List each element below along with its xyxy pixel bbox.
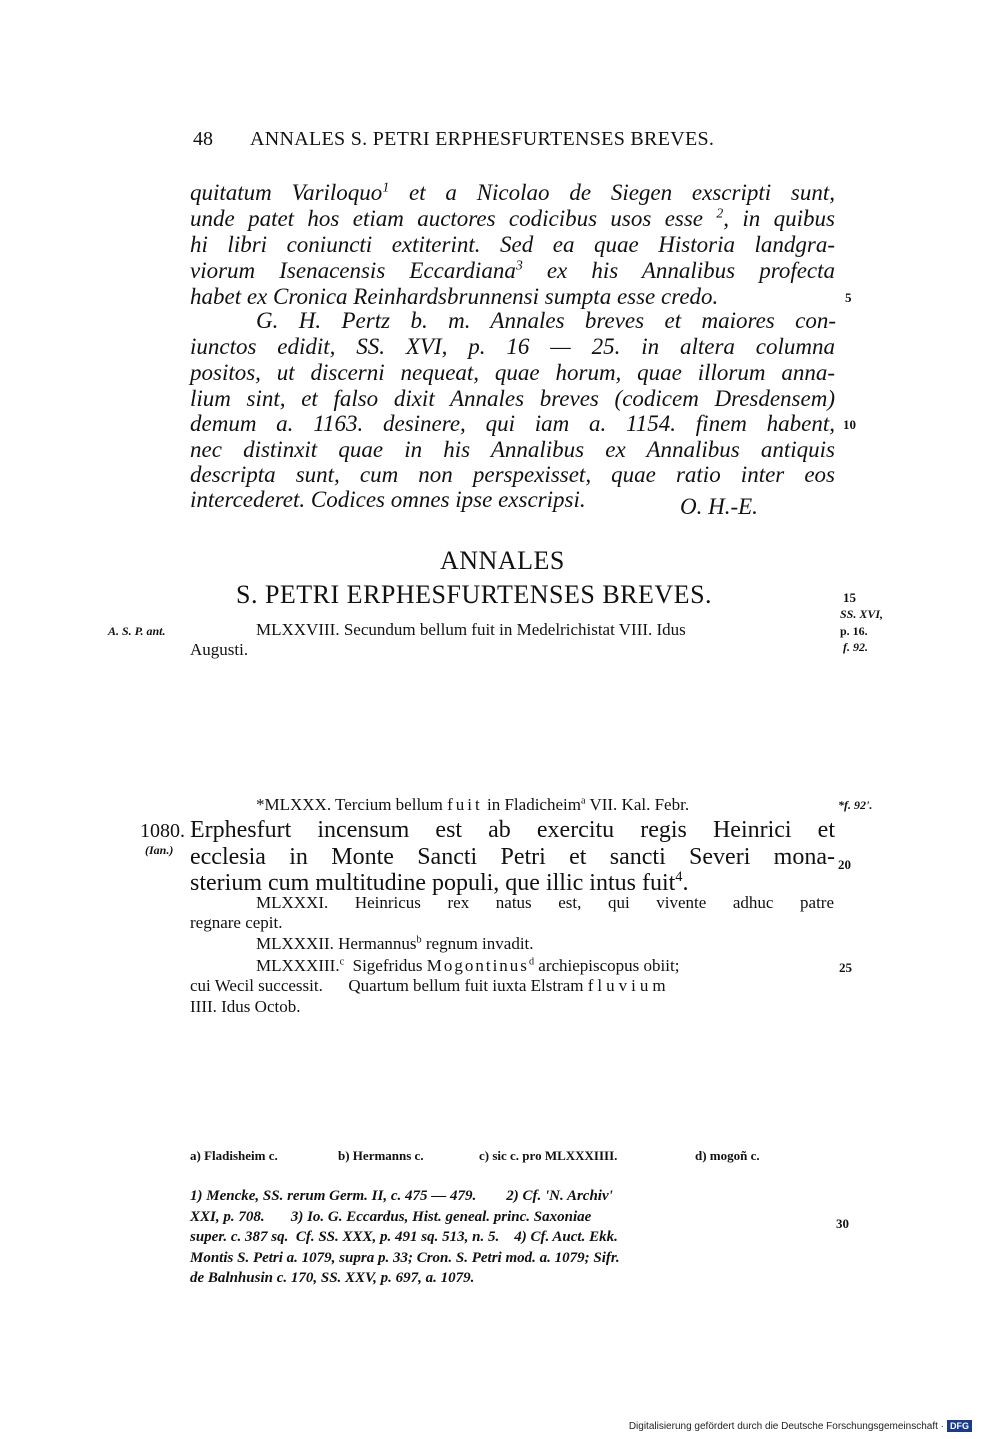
intro-line-6: G. H. Pertz b. m. Annales breves et maiores con- — [256, 308, 836, 333]
footnote-d: d) mogoñ c. — [695, 1148, 760, 1163]
intro-line-7: iunctos edidit, SS. XVI, p. 16 — 25. in altera columna — [190, 334, 835, 359]
entry-1080-head: *MLXXX. Tercium bellum fuit in Fladicheim$^a$ VII. Kal. Febr. — [256, 795, 690, 814]
footnote-line-4: Montis S. Petri a. 1079, supra p. 33; Cron. S. Petri mod. a. 1079; Sifr. — [190, 1250, 620, 1266]
dfg-logo: DFG — [947, 1420, 972, 1432]
intro-line-3: hi libri coniuncti extiterint. Sed ea quae Historia landgra- — [190, 232, 835, 257]
intro-line-12: descripta sunt, cum non perspexisset, quae ratio inter eos — [190, 462, 835, 487]
ss-ref-4: *f. 92'. — [838, 798, 873, 812]
margin-number-10: 10 — [843, 417, 856, 432]
entry-1080-line3: sterium cum multitudine populi, que illic intus fuit$^4$. — [190, 869, 689, 896]
title-erphesfurtenses: S. PETRI ERPHESFURTENSES BREVES. — [236, 580, 713, 609]
margin-number-5: 5 — [845, 290, 852, 305]
entry-1078-line2: Augusti. — [190, 640, 249, 659]
intro-line-10: demum a. 1163. desinere, qui iam a. 1154. finem habent, — [190, 411, 835, 436]
title-annales: ANNALES — [440, 546, 565, 575]
ss-ref-2: p. 16. — [840, 624, 868, 638]
footnote-a: a) Fladisheim c. — [190, 1148, 278, 1163]
entry-1081-line2: regnare cepit. — [190, 913, 283, 932]
entry-1078-line1: MLXXVIII. Secundum bellum fuit in Medelrichistat VIII. Idus — [256, 620, 686, 639]
footnote-c: c) sic c. pro MLXXXIIII. — [479, 1148, 618, 1163]
entry-1083-line2: cui Wecil successit. Quartum bellum fuit iuxta Elstram fluvium — [190, 976, 670, 995]
intro-line-13: intercederet. Codices omnes ipse exscripsi. — [190, 487, 586, 512]
footnote-b: b) Hermanns c. — [338, 1148, 424, 1163]
footnote-line-3: super. c. 387 sq. Cf. SS. XXX, p. 491 sq. 513, n. 5. 4) Cf. Auct. Ekk. — [190, 1229, 618, 1245]
digitization-text: Digitalisierung gefördert durch die Deutsche Forschungsgemeinschaft · — [628, 1421, 944, 1432]
margin-number-30: 30 — [836, 1216, 849, 1231]
footnote-line-1: 1) Mencke, SS. rerum Germ. II, c. 475 — 479. 2) Cf. 'N. Archiv' — [190, 1188, 613, 1204]
source-note: A. S. P. ant. — [108, 624, 166, 638]
intro-line-4: viorum Isenacensis Eccardiana$^3$ ex his Annalibus profecta — [190, 257, 836, 283]
ss-ref-3: f. 92. — [843, 640, 868, 654]
entry-1083-line3: IIII. Idus Octob. — [190, 997, 301, 1016]
entry-1080-line1: Erphesfurt incensum est ab exercitu regis Heinrici et — [190, 817, 835, 843]
running-title: ANNALES S. PETRI ERPHESFURTENSES BREVES. — [250, 128, 715, 150]
intro-signature: O. H.-E. — [680, 494, 758, 519]
intro-line-8: positos, ut discerni nequeat, quae horum, quae illorum anna- — [190, 360, 835, 385]
entry-1083-line1: MLXXXIII.$^c$ Sigefridus Mogontinus$^d$ archiepiscopus obiit; — [256, 956, 680, 975]
intro-line-5: habet ex Cronica Reinhardsbrunnensi sumpta esse credo. — [190, 284, 719, 309]
margin-number-25: 25 — [839, 960, 852, 975]
ss-ref-1: SS. XVI, — [840, 607, 884, 621]
intro-line-2: unde patet hos etiam auctores codicibus usos esse $^2$, in quibus — [190, 205, 836, 231]
month-note: (Ian.) — [145, 843, 174, 857]
digitization-notice — [629, 1420, 972, 1432]
entry-1082: MLXXXII. Hermannus$^b$ regnum invadit. — [256, 934, 534, 953]
intro-line-9: lium sint, et falso dixit Annales breves (codicem Dresdensem) — [190, 386, 835, 411]
intro-line-11: nec distinxit quae in his Annalibus ex Annalibus antiquis — [190, 437, 835, 462]
margin-number-15: 15 — [843, 590, 856, 605]
footnote-line-2: XXI, p. 708. 3) Io. G. Eccardus, Hist. geneal. princ. Saxoniae — [190, 1209, 592, 1225]
entry-1080-line2: ecclesia in Monte Sancti Petri et sancti Severi mona- — [190, 844, 835, 870]
margin-number-20: 20 — [838, 857, 851, 872]
intro-line-1: quitatum Variloquo$^1$ et a Nicolao de Siegen exscripti sunt, — [190, 179, 836, 205]
year-note: 1080. — [140, 820, 185, 842]
footnote-line-5: de Balnhusin c. 170, SS. XXV, p. 697, a. 1079. — [190, 1270, 475, 1286]
entry-1081-line1: MLXXXI. Heinricus rex natus est, qui vivente adhuc patre — [256, 893, 834, 912]
page-number: 48 — [193, 128, 213, 150]
